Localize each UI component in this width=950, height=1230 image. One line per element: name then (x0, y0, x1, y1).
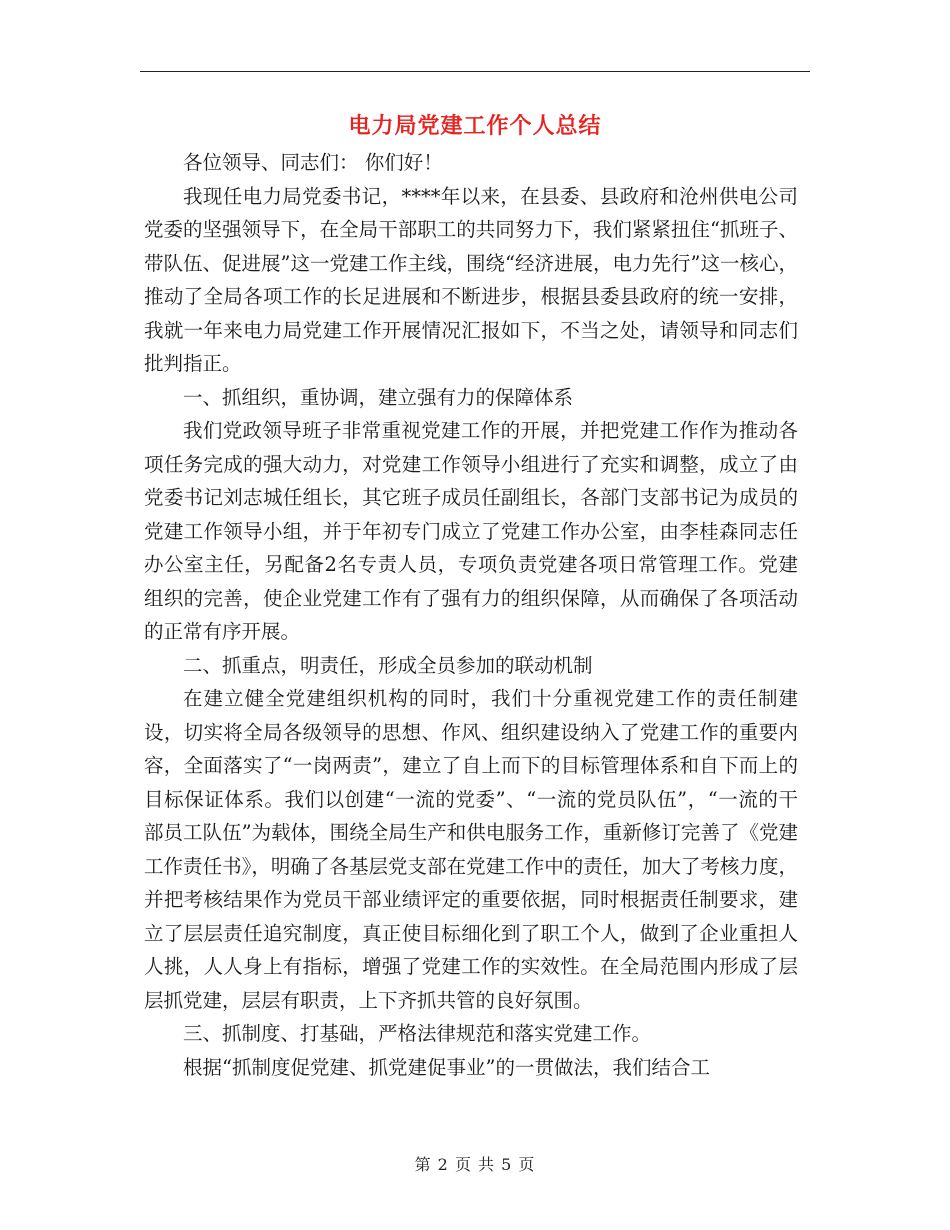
intro-paragraph: 我现任电力局党委书记，****年以来，在县委、县政府和沧州供电公司党委的坚强领导下，在全局干部职工的共同努力下，我们紧紧扭住“抓班子、带队伍、促进展”这一党建工作主线，围绕“经济进展，电力先行”这一核心，推动了全局各项工作的长足进展和不断进步，根据县委县政府的统一安排，我就一年来电力局党建工作开展情况汇报如下，不当之处，请领导和同志们批判指正。 (144, 184, 798, 375)
section-3-paragraph: 根据“抓制度促党建、抓党建促事业”的一贯做法，我们结合工 (183, 1055, 710, 1079)
document-title: 电力局党建工作个人总结 (348, 113, 602, 139)
header-rule (140, 71, 810, 72)
section-heading-2: 二、抓重点，明责任，形成全员参加的联动机制 (183, 653, 593, 677)
greeting-paragraph: 各位领导、同志们： 你们好！ (183, 151, 443, 174)
document-body (144, 146, 798, 1084)
section-heading-3: 三、抓制度、打基础，严格法律规范和落实党建工作。 (183, 1022, 652, 1045)
section-2-paragraph: 在建立健全党建组织机构的同时，我们十分重视党建工作的责任制建设，切实将全局各级领导的思想、作风、组织建设纳入了党建工作的重要内容，全面落实了“一岗两责”，建立了自上而下的目标管理体系和自下而上的目标保证体系。我们以创建“一流的党委”、“一流的党员队伍”，“一流的干部员工队伍”为载体，围绕全局生产和供电服务工作，重新修订完善了《党建工作责任书》，明确了各基层党支部在党建工作中的责任，加大了考核力度，并把考核结果作为党员干部业绩评定的重要依据，同时根据责任制要求，建立了层层责任追究制度，真正使目标细化到了职工个人，做到了企业重担人人挑，人人身上有指标，增强了党建工作的实效性。在全局范围内形成了层层抓党建，层层有职责，上下齐抓共管的良好氛围。 (144, 687, 798, 1012)
section-heading-1: 一、抓组织，重协调，建立强有力的保障体系 (183, 385, 574, 409)
section-1-paragraph: 我们党政领导班子非常重视党建工作的开展，并把党建工作作为推动各项任务完成的强大动力，对党建工作领导小组进行了充实和调整，成立了由党委书记刘志城任组长，其它班子成员任副组长，各部门支部书记为成员的党建工作领导小组，并于年初专门成立了党建工作办公室，由李桂森同志任办公室主任，另配备2名专责人员，专项负责党建各项日常管理工作。党建组织的完善，使企业党建工作有了强有力的组织保障，从而确保了各项活动的正常有序开展。 (144, 419, 798, 643)
page-footer: 第 2 页 共 5 页 (414, 1155, 536, 1174)
